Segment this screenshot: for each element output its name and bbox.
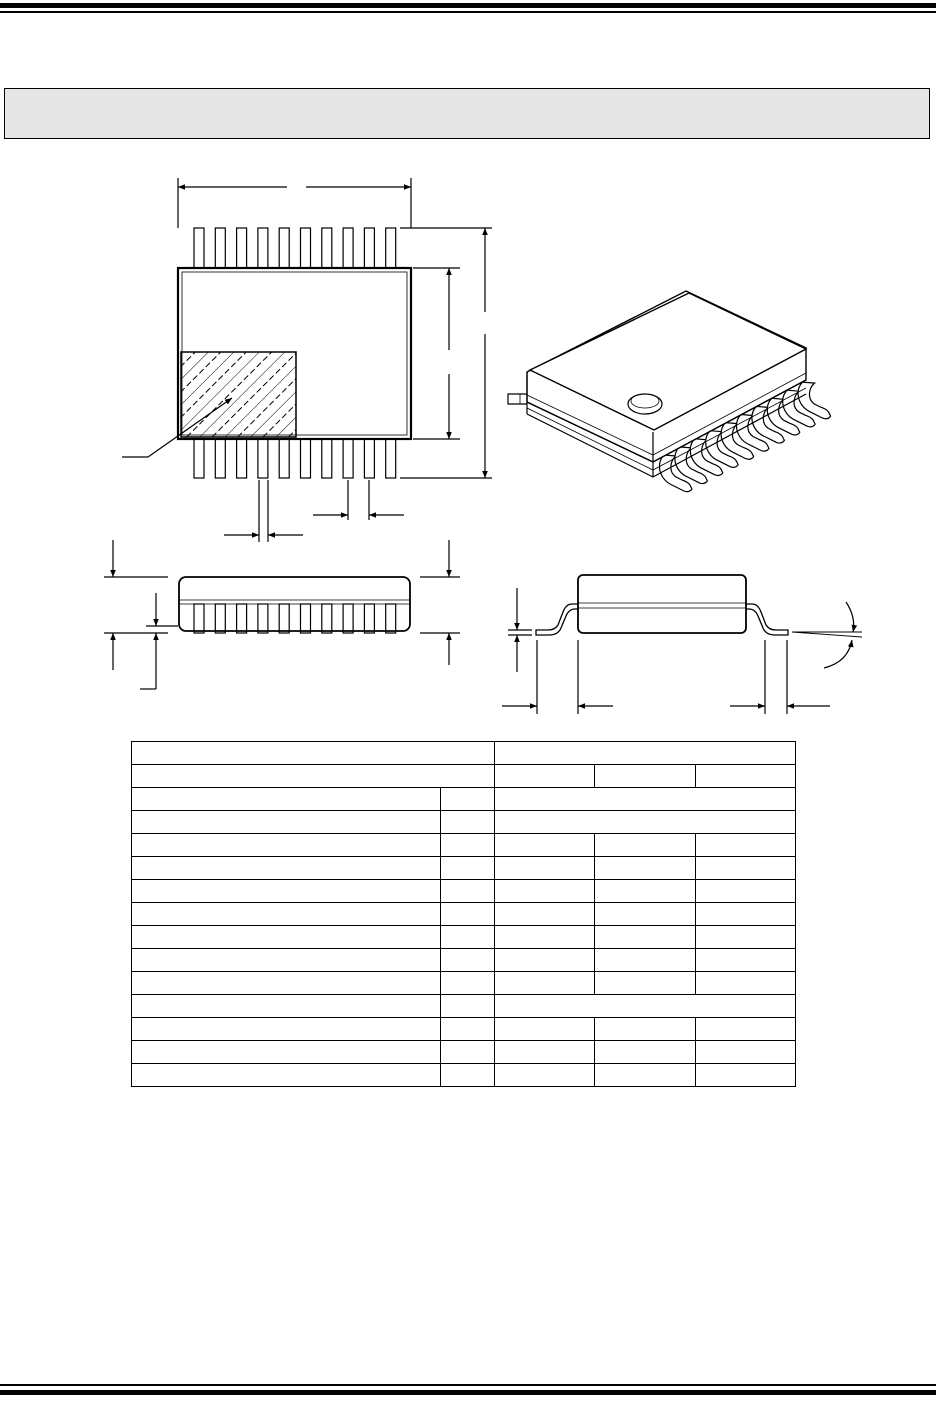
table-cell [595, 880, 696, 903]
table-cell [441, 972, 495, 995]
top-pin [194, 228, 204, 268]
top-pin [343, 228, 353, 268]
side-pin [322, 604, 332, 633]
table-cell [132, 857, 441, 880]
3d-view [508, 291, 831, 492]
bottom-pin [364, 439, 374, 478]
table-row [132, 949, 796, 972]
top-pin [215, 228, 225, 268]
table-cell [595, 1064, 696, 1087]
bottom-pin [322, 439, 332, 478]
side-pin [386, 604, 396, 633]
table-cell [495, 1064, 595, 1087]
table-row [132, 995, 796, 1018]
table-cell [595, 834, 696, 857]
table-cell [595, 972, 696, 995]
table-row [132, 903, 796, 926]
top-pin [322, 228, 332, 268]
table-cell [441, 880, 495, 903]
table-row [132, 857, 796, 880]
table-cell [696, 834, 796, 857]
table-cell [132, 949, 441, 972]
table-cell [595, 949, 696, 972]
table-cell [696, 1041, 796, 1064]
table-cell [595, 857, 696, 880]
dimension-table [131, 741, 796, 1087]
table-row [132, 811, 796, 834]
bottom-pin [237, 439, 247, 478]
side-view [104, 540, 460, 689]
side-pin [301, 604, 311, 633]
table-cell [495, 903, 595, 926]
table-cell [441, 811, 495, 834]
table-cell [696, 765, 796, 788]
side-pin [343, 604, 353, 633]
bottom-pin [258, 439, 268, 478]
table-row [132, 765, 796, 788]
table-cell [132, 788, 441, 811]
table-cell [696, 857, 796, 880]
table-cell [441, 1018, 495, 1041]
top-pin [386, 228, 396, 268]
table-cell [495, 811, 796, 834]
bottom-pin-row [194, 439, 396, 478]
table-cell [441, 1064, 495, 1087]
table-row [132, 1041, 796, 1064]
table-cell [132, 1041, 441, 1064]
table-cell [696, 880, 796, 903]
side-pin [237, 604, 247, 633]
table-cell [696, 1018, 796, 1041]
side-pin [364, 604, 374, 633]
bottom-pin [386, 439, 396, 478]
side-pin [258, 604, 268, 633]
table-cell [132, 1018, 441, 1041]
table-cell [696, 926, 796, 949]
table-cell [495, 926, 595, 949]
table-cell [441, 1041, 495, 1064]
table-cell [441, 834, 495, 857]
table-cell [132, 1064, 441, 1087]
table-cell [495, 1018, 595, 1041]
table-cell [495, 857, 595, 880]
table-cell [595, 1018, 696, 1041]
table-cell [696, 949, 796, 972]
table-cell [132, 880, 441, 903]
table-row [132, 742, 796, 765]
end-view [502, 575, 862, 714]
table-cell [495, 788, 796, 811]
bottom-rule-thin [0, 1384, 936, 1386]
table-cell [441, 857, 495, 880]
table-cell [495, 995, 796, 1018]
table-cell [441, 926, 495, 949]
table-cell [495, 949, 595, 972]
top-pin-row [194, 228, 396, 268]
table-row [132, 926, 796, 949]
table-cell [441, 788, 495, 811]
bottom-pin [194, 439, 204, 478]
table-cell [132, 765, 495, 788]
top-pin [279, 228, 289, 268]
top-view [122, 178, 492, 542]
side-pin-row [194, 604, 396, 633]
table-cell [132, 903, 441, 926]
table-cell [495, 880, 595, 903]
bottom-pin [215, 439, 225, 478]
side-pin [279, 604, 289, 633]
table-cell [441, 903, 495, 926]
table-cell [696, 1064, 796, 1087]
table-row [132, 834, 796, 857]
table-cell [495, 834, 595, 857]
3d-lead [798, 382, 831, 419]
table-cell [595, 903, 696, 926]
side-pin [194, 604, 204, 633]
top-pin [258, 228, 268, 268]
table-cell [595, 1041, 696, 1064]
top-pin [364, 228, 374, 268]
table-cell [441, 995, 495, 1018]
table-cell [595, 926, 696, 949]
side-pin [215, 604, 225, 633]
table-cell [495, 765, 595, 788]
table-cell [441, 949, 495, 972]
table-cell [495, 742, 796, 765]
table-row [132, 972, 796, 995]
table-row [132, 788, 796, 811]
table-cell [595, 765, 696, 788]
table-cell [495, 972, 595, 995]
table-row [132, 880, 796, 903]
table-row [132, 1064, 796, 1087]
bottom-pin [301, 439, 311, 478]
table-cell [132, 972, 441, 995]
bottom-pin [279, 439, 289, 478]
table-cell [132, 926, 441, 949]
table-cell [132, 811, 441, 834]
table-cell [132, 995, 441, 1018]
top-pin [301, 228, 311, 268]
table-cell [132, 742, 495, 765]
table-cell [696, 972, 796, 995]
table-cell [132, 834, 441, 857]
bottom-pin [343, 439, 353, 478]
table-cell [495, 1041, 595, 1064]
top-pin [237, 228, 247, 268]
table-cell [696, 903, 796, 926]
table-row [132, 1018, 796, 1041]
bottom-rule-thick [0, 1390, 936, 1395]
